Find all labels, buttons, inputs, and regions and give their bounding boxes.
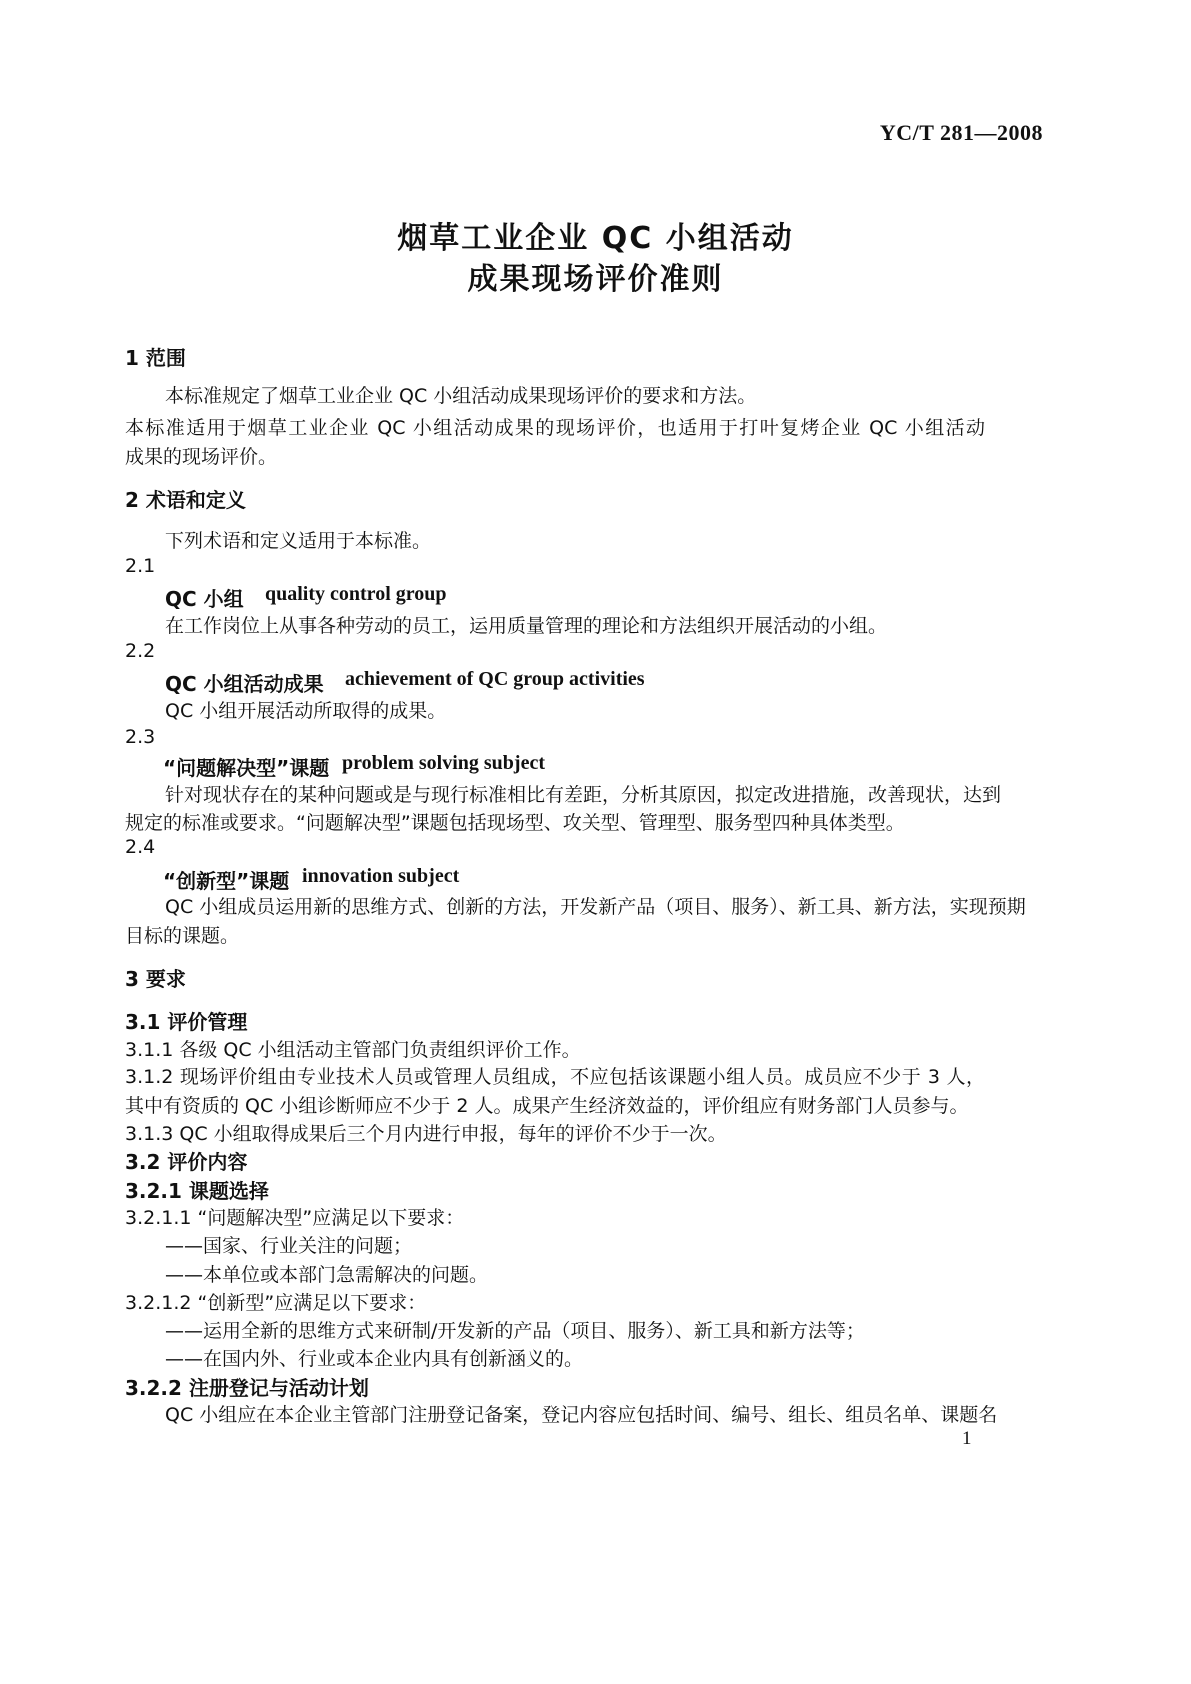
section-2-intro: 下列术语和定义适用于本标准。 — [165, 530, 432, 552]
clause-3-2-1-2: 3.2.1.2 “创新型”应满足以下要求： — [125, 1292, 427, 1314]
section-1-para-2-line-1: 本标准适用于烟草工业企业 QC 小组活动成果的现场评价，也适用于打叶复烤企业 QC 小组活动 — [125, 417, 985, 439]
clause-3-2-1-1: 3.2.1.1 “问题解决型”应满足以下要求： — [125, 1207, 465, 1229]
clause-3-1-2-line-1: 3.1.2 现场评价组由专业技术人员或管理人员组成，不应包括该课题小组人员。成员应不少于 3 人， — [125, 1066, 985, 1088]
term-2-2-cn: QC 小组活动成果 — [165, 672, 324, 696]
term-2-2-en: achievement of QC group activities — [345, 668, 645, 690]
section-1-heading: 1 范围 — [125, 346, 186, 370]
clause-3-1-3: 3.1.3 QC 小组取得成果后三个月内进行申报，每年的评价不少于一次。 — [125, 1123, 727, 1145]
clause-3-2-1-1-item-2: ——本单位或本部门急需解决的问题。 — [165, 1264, 489, 1286]
title-line-2: 成果现场评价准则 — [467, 262, 724, 297]
clause-3-1-2-line-2: 其中有资质的 QC 小组诊断师应不少于 2 人。成果产生经济效益的，评价组应有财务部门人员参与。 — [125, 1095, 969, 1117]
section-1-para-1: 本标准规定了烟草工业企业 QC 小组活动成果现场评价的要求和方法。 — [165, 385, 757, 407]
section-2-heading: 2 术语和定义 — [125, 488, 246, 512]
clause-3-2-2-text: QC 小组应在本企业主管部门注册登记备案，登记内容应包括时间、编号、组长、组员名单、课题名 — [165, 1404, 998, 1426]
section-3-heading: 3 要求 — [125, 967, 186, 991]
term-2-4-definition-line-2: 目标的课题。 — [125, 925, 240, 947]
clause-3-2-1-2-item-2: ——在国内外、行业或本企业内具有创新涵义的。 — [165, 1348, 584, 1370]
term-2-3-definition-line-2: 规定的标准或要求。“问题解决型”课题包括现场型、攻关型、管理型、服务型四种具体类型。 — [125, 812, 905, 834]
term-2-4-definition-line-1: QC 小组成员运用新的思维方式、创新的方法，开发新产品（项目、服务）、新工具、新方法，实现预期 — [165, 896, 1026, 918]
clause-3-2-1-2-item-1: ——运用全新的思维方式来研制/开发新的产品（项目、服务）、新工具和新方法等； — [165, 1320, 865, 1342]
term-2-1-en: quality control group — [265, 583, 447, 605]
term-2-4-number: 2.4 — [125, 836, 156, 858]
term-2-1-definition: 在工作岗位上从事各种劳动的员工，运用质量管理的理论和方法组织开展活动的小组。 — [165, 615, 888, 637]
term-2-4-cn: “创新型”课题 — [163, 869, 290, 893]
page-number: 1 — [962, 1428, 972, 1449]
term-2-3-en: problem solving subject — [342, 752, 545, 774]
clause-3-2-1-1-item-1: ——国家、行业关注的问题； — [165, 1235, 413, 1257]
term-2-3-cn: “问题解决型”课题 — [163, 756, 330, 780]
term-2-3-definition-line-1: 针对现状存在的某种问题或是与现行标准相比有差距，分析其原因，拟定改进措施，改善现状，达到 — [165, 784, 1002, 806]
clause-3-2-heading: 3.2 评价内容 — [125, 1150, 248, 1174]
clause-3-1-heading: 3.1 评价管理 — [125, 1010, 248, 1034]
term-2-4-en: innovation subject — [302, 865, 460, 887]
clause-3-1-1: 3.1.1 各级 QC 小组活动主管部门负责组织评价工作。 — [125, 1039, 581, 1061]
term-2-2-definition: QC 小组开展活动所取得的成果。 — [165, 700, 447, 722]
term-2-1-number: 2.1 — [125, 555, 156, 577]
term-2-2-number: 2.2 — [125, 640, 156, 662]
standard-code: YC/T 281—2008 — [879, 120, 1043, 145]
section-1-para-2-line-2: 成果的现场评价。 — [125, 446, 278, 468]
clause-3-2-2-heading: 3.2.2 注册登记与活动计划 — [125, 1376, 369, 1400]
clause-3-2-1-heading: 3.2.1 课题选择 — [125, 1179, 269, 1203]
title-line-1: 烟草工业企业 QC 小组活动 — [397, 221, 794, 256]
term-2-3-number: 2.3 — [125, 726, 156, 748]
term-2-1-cn: QC 小组 — [165, 587, 244, 611]
